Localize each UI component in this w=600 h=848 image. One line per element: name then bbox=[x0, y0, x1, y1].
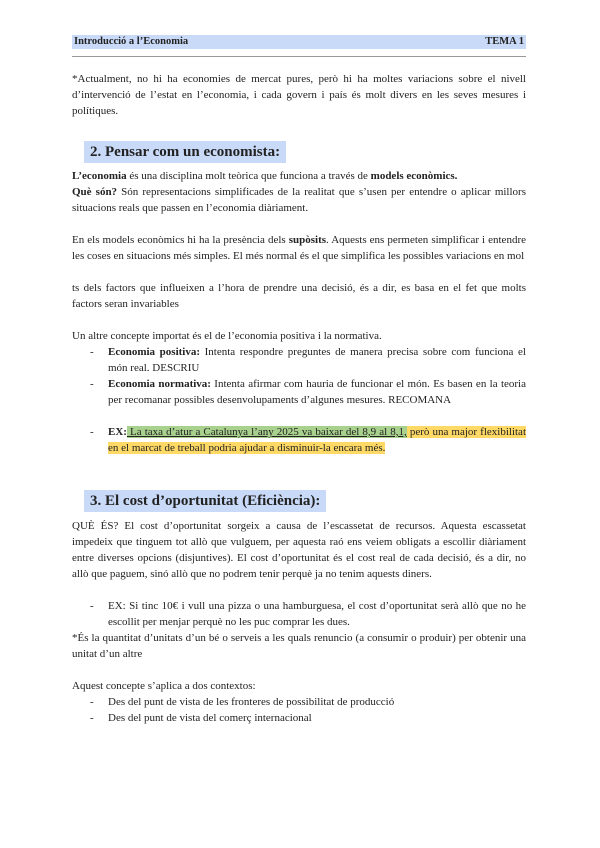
text: és una disciplina molt teòrica que funciona a través de bbox=[126, 170, 371, 182]
example-label: EX: bbox=[108, 426, 127, 438]
list-item-context-2 bbox=[92, 710, 526, 726]
intro-note: *Actualment, no hi ha economies de mercat pures, però hi ha moltes variacions sobre el nivell d’intervenció de l’estat en l’economia, i cada govern i país és molt divers en les seves mesures i polítiques. bbox=[72, 73, 526, 117]
list-item-positive bbox=[92, 344, 526, 376]
list-item-normative bbox=[92, 376, 526, 408]
bullet-dash: - bbox=[90, 712, 94, 724]
question-label: Què són? bbox=[72, 186, 118, 198]
term-supposits: supòsits bbox=[288, 234, 327, 246]
section-2-heading: 2. Pensar com un economista: bbox=[84, 141, 286, 163]
text: . Aquests ens permeten simplificar i entendre les coses en situacions més simples. El més normal és el que simplifica les possibles variacions en mol bbox=[72, 234, 526, 262]
header-rule bbox=[72, 56, 526, 57]
bullet-dash: - bbox=[90, 600, 94, 612]
bullet-dash: - bbox=[90, 378, 94, 390]
term-normative: Economia normativa: bbox=[108, 378, 211, 390]
text: En els models econòmics hi ha la presència dels bbox=[72, 234, 289, 246]
bullet-dash: - bbox=[90, 696, 94, 708]
term-models: models econòmics. bbox=[370, 170, 458, 182]
list-item-example bbox=[92, 424, 526, 456]
section-3-contexts-intro: Aquest concepte s’aplica a dos contextos: bbox=[72, 680, 256, 692]
term-economia: L’economia bbox=[72, 170, 127, 182]
header-topic: TEMA 1 bbox=[485, 36, 524, 47]
section-2-paragraph-supposits-cont: ts dels factors que influeixen a l’hora de prendre una decisió, és a dir, es basa en el fet que molts factors seran invariables bbox=[72, 282, 526, 310]
text: Intenta afirmar com hauria de funcionar el món. Es basen en la teoria per recomanar possibles desenvolupaments d’algunes mesures. RECOMANA bbox=[108, 378, 526, 406]
positive-example-highlight: La taxa d’atur a Catalunya l’any 2025 va baixar del 8,9 al 8,1, bbox=[126, 426, 407, 438]
section-3-paragraph-1: QUÈ ÉS? El cost d’oportunitat sorgeix a causa de l’escassetat de recursos. Aquesta escassetat impedeix que tinguem tot allò que vulguem, per aquesta raó ens veiem obligats a escollir diàriament entre diverses opcions (disjuntives). El cost d’oportunitat és el cost real de cada decisió, és a dir, no allò que paguem, sinó allò que no podrem tenir perquè ja no tenim aquests diners. bbox=[72, 520, 526, 580]
header-course-title: Introducció a l’Economia bbox=[74, 36, 189, 47]
section-2-paragraph-positive-normative: Un altre concepte importat és el de l’economia positiva i la normativa. bbox=[72, 330, 382, 342]
bullet-dash: - bbox=[90, 426, 94, 438]
page-header bbox=[72, 35, 526, 49]
section-3-note: *És la quantitat d’unitats d’un bé o serveis a les quals renuncio (a consumir o produir) per obtenir una unitat d’un altre bbox=[72, 632, 526, 660]
text: EX: Si tinc 10€ i vull una pizza o una hamburguesa, el cost d’oportunitat serà allò que no he escollit per menjar perquè no les puc comprar les dues. bbox=[108, 600, 526, 628]
text: Intenta respondre preguntes de manera precisa sobre com funciona el món real. DESCRIU bbox=[108, 346, 526, 374]
bullet-dash: - bbox=[90, 346, 94, 358]
text: Són representacions simplificades de la realitat que s’usen per entendre o aplicar millors situacions reals que passen en l’economia diàriament. bbox=[72, 186, 526, 214]
section-3-heading: 3. El cost d’oportunitat (Eficiència): bbox=[84, 490, 326, 512]
list-item-example-opportunity bbox=[92, 598, 526, 630]
text: Des del punt de vista del comerç internacional bbox=[108, 712, 312, 724]
section-2-paragraph-1 bbox=[72, 168, 526, 216]
term-positive: Economia positiva: bbox=[108, 346, 201, 358]
text: Des del punt de vista de les fronteres de possibilitat de producció bbox=[108, 696, 395, 708]
normative-example-highlight: però una major flexibilitat en el marcat de treball podria ajudar a disminuir-la encara més. bbox=[108, 426, 526, 454]
section-2-paragraph-supposits bbox=[72, 232, 526, 264]
list-item-context-1 bbox=[92, 694, 526, 710]
